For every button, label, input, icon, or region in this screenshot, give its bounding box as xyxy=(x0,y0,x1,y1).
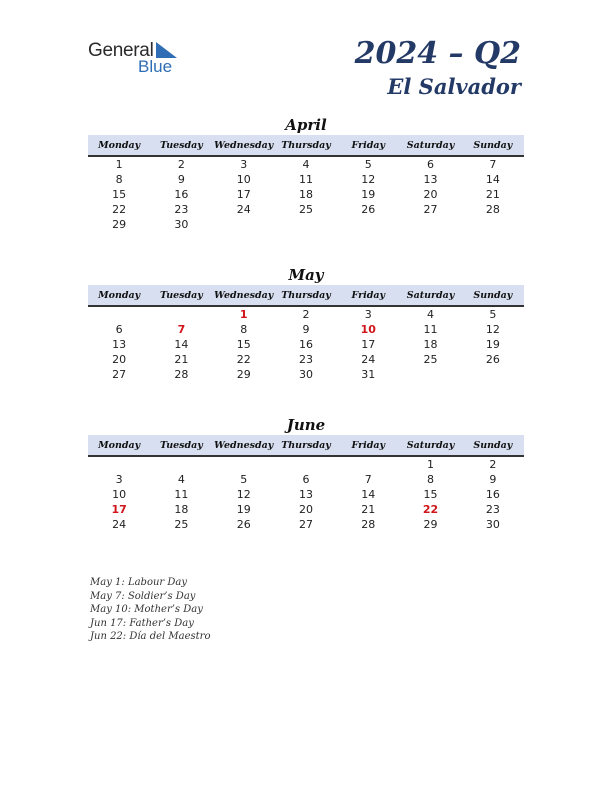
day-cell: 7 xyxy=(177,323,186,336)
day-cell: 18 xyxy=(423,338,438,351)
day-cell: 19 xyxy=(361,188,376,201)
day-cell: 19 xyxy=(485,338,500,351)
day-cell: 26 xyxy=(485,353,500,366)
month-title: May xyxy=(288,266,324,284)
day-cell: 1 xyxy=(239,308,248,321)
weekday-header xyxy=(88,435,524,457)
day-cell: 12 xyxy=(485,323,500,336)
weekday-label: Saturday xyxy=(406,439,455,451)
day-cell: 2 xyxy=(177,158,185,171)
week-row xyxy=(88,487,524,502)
day-cell: 15 xyxy=(236,338,251,351)
day-cell: 9 xyxy=(302,323,310,336)
weekday-label: Tuesday xyxy=(160,139,203,151)
day-cell: 16 xyxy=(485,488,500,501)
week-row xyxy=(88,187,524,202)
week-row xyxy=(88,322,524,337)
day-cell: 3 xyxy=(115,473,123,486)
week-row xyxy=(88,157,524,172)
logo xyxy=(88,40,188,76)
weekday-label: Friday xyxy=(351,439,386,451)
day-cell: 29 xyxy=(112,218,127,231)
day-cell: 13 xyxy=(298,488,313,501)
day-cell: 5 xyxy=(240,473,248,486)
day-cell: 25 xyxy=(423,353,438,366)
day-cell: 5 xyxy=(489,308,497,321)
day-cell: 30 xyxy=(174,218,189,231)
day-cell: 21 xyxy=(174,353,189,366)
weekday-label: Thursday xyxy=(281,439,331,451)
week-row xyxy=(88,202,524,217)
holiday-notes xyxy=(90,576,210,644)
day-cell: 4 xyxy=(302,158,310,171)
weekday-label: Saturday xyxy=(406,139,455,151)
day-cell: 21 xyxy=(361,503,376,516)
holiday-note: Jun 17: Father’s Day xyxy=(90,617,194,629)
day-cell: 6 xyxy=(427,158,435,171)
day-cell: 12 xyxy=(361,173,376,186)
week-row xyxy=(88,457,524,472)
day-cell: 25 xyxy=(298,203,313,216)
day-cell: 3 xyxy=(240,158,248,171)
logo-general-text: General xyxy=(88,40,154,61)
day-cell: 22 xyxy=(422,503,439,516)
day-cell: 25 xyxy=(174,518,189,531)
day-cell: 11 xyxy=(174,488,189,501)
holiday-note: May 7: Soldier’s Day xyxy=(90,590,196,602)
day-cell: 20 xyxy=(423,188,438,201)
week-row xyxy=(88,367,524,382)
weekday-label: Sunday xyxy=(473,139,513,151)
day-cell: 8 xyxy=(115,173,123,186)
day-cell: 29 xyxy=(423,518,438,531)
week-row xyxy=(88,517,524,532)
day-cell: 30 xyxy=(298,368,313,381)
weekday-label: Monday xyxy=(98,439,141,451)
holiday-note: May 10: Mother’s Day xyxy=(90,604,203,615)
day-cell: 2 xyxy=(302,308,310,321)
weekday-label: Friday xyxy=(351,139,386,151)
day-cell: 27 xyxy=(112,368,127,381)
day-cell: 7 xyxy=(364,473,372,486)
day-cell: 16 xyxy=(174,188,189,201)
day-cell: 28 xyxy=(174,368,189,381)
day-cell: 10 xyxy=(360,323,376,336)
day-cell: 14 xyxy=(485,173,500,186)
day-cell: 20 xyxy=(112,353,127,366)
day-cell: 8 xyxy=(427,473,435,486)
day-cell: 13 xyxy=(112,338,127,351)
week-row xyxy=(88,352,524,367)
day-cell: 23 xyxy=(485,503,500,516)
day-cell: 13 xyxy=(423,173,438,186)
day-cell: 24 xyxy=(112,518,127,531)
month-title: April xyxy=(285,116,327,134)
day-cell: 30 xyxy=(485,518,500,531)
weekday-label: Wednesday xyxy=(214,439,274,451)
day-cell: 5 xyxy=(364,158,372,171)
page-subtitle: El Salvador xyxy=(387,74,521,99)
day-cell: 3 xyxy=(364,308,372,321)
logo-blue-text: Blue xyxy=(138,57,173,76)
day-cell: 4 xyxy=(177,473,185,486)
day-cell: 15 xyxy=(423,488,438,501)
day-cell: 19 xyxy=(236,503,251,516)
weekday-label: Sunday xyxy=(473,439,513,451)
day-cell: 1 xyxy=(427,458,435,471)
day-cell: 11 xyxy=(423,323,438,336)
weekday-header xyxy=(88,135,524,157)
week-row xyxy=(88,217,524,232)
day-cell: 23 xyxy=(174,203,189,216)
day-cell: 9 xyxy=(177,173,185,186)
day-cell: 18 xyxy=(298,188,313,201)
day-cell: 27 xyxy=(423,203,438,216)
day-cell: 7 xyxy=(489,158,497,171)
weekday-label: Thursday xyxy=(281,139,331,151)
month-calendar-may xyxy=(88,265,524,382)
day-cell: 1 xyxy=(115,158,123,171)
day-cell: 11 xyxy=(298,173,313,186)
day-cell: 14 xyxy=(174,338,189,351)
day-cell: 24 xyxy=(361,353,376,366)
weekday-label: Tuesday xyxy=(160,289,203,301)
weekday-label: Saturday xyxy=(406,289,455,301)
day-cell: 26 xyxy=(361,203,376,216)
day-cell: 15 xyxy=(112,188,127,201)
day-cell: 20 xyxy=(298,503,313,516)
weekday-label: Monday xyxy=(98,289,141,301)
weekday-label: Friday xyxy=(351,289,386,301)
page-title: 2024 – Q2 xyxy=(354,36,521,71)
day-cell: 27 xyxy=(298,518,313,531)
day-cell: 17 xyxy=(236,188,251,201)
day-cell: 28 xyxy=(485,203,500,216)
day-cell: 8 xyxy=(240,323,248,336)
weekday-label: Sunday xyxy=(473,289,513,301)
day-cell: 22 xyxy=(112,203,127,216)
day-cell: 24 xyxy=(236,203,251,216)
week-row xyxy=(88,307,524,322)
weekday-label: Thursday xyxy=(281,289,331,301)
month-calendar-april xyxy=(88,115,524,232)
day-cell: 18 xyxy=(174,503,189,516)
day-cell: 12 xyxy=(236,488,251,501)
day-cell: 17 xyxy=(111,503,127,516)
week-row xyxy=(88,172,524,187)
day-cell: 26 xyxy=(236,518,251,531)
day-cell: 2 xyxy=(489,458,497,471)
day-cell: 10 xyxy=(112,488,127,501)
day-cell: 9 xyxy=(489,473,497,486)
day-cell: 6 xyxy=(115,323,123,336)
week-row xyxy=(88,502,524,517)
day-cell: 28 xyxy=(361,518,376,531)
day-cell: 4 xyxy=(427,308,435,321)
day-cell: 23 xyxy=(298,353,313,366)
weekday-label: Tuesday xyxy=(160,439,203,451)
week-row xyxy=(88,472,524,487)
day-cell: 29 xyxy=(236,368,251,381)
holiday-note: Jun 22: Día del Maestro xyxy=(90,631,211,642)
day-cell: 6 xyxy=(302,473,310,486)
weekday-label: Wednesday xyxy=(214,139,274,151)
day-cell: 17 xyxy=(361,338,376,351)
day-cell: 21 xyxy=(485,188,500,201)
day-cell: 31 xyxy=(361,368,376,381)
day-cell: 16 xyxy=(298,338,313,351)
holiday-note: May 1: Labour Day xyxy=(90,577,187,588)
weekday-label: Wednesday xyxy=(214,289,274,301)
weekday-header xyxy=(88,285,524,307)
month-title: June xyxy=(286,416,326,434)
day-cell: 22 xyxy=(236,353,251,366)
week-row xyxy=(88,337,524,352)
month-calendar-june xyxy=(88,415,524,532)
day-cell: 14 xyxy=(361,488,376,501)
day-cell: 10 xyxy=(236,173,251,186)
weekday-label: Monday xyxy=(98,139,141,151)
